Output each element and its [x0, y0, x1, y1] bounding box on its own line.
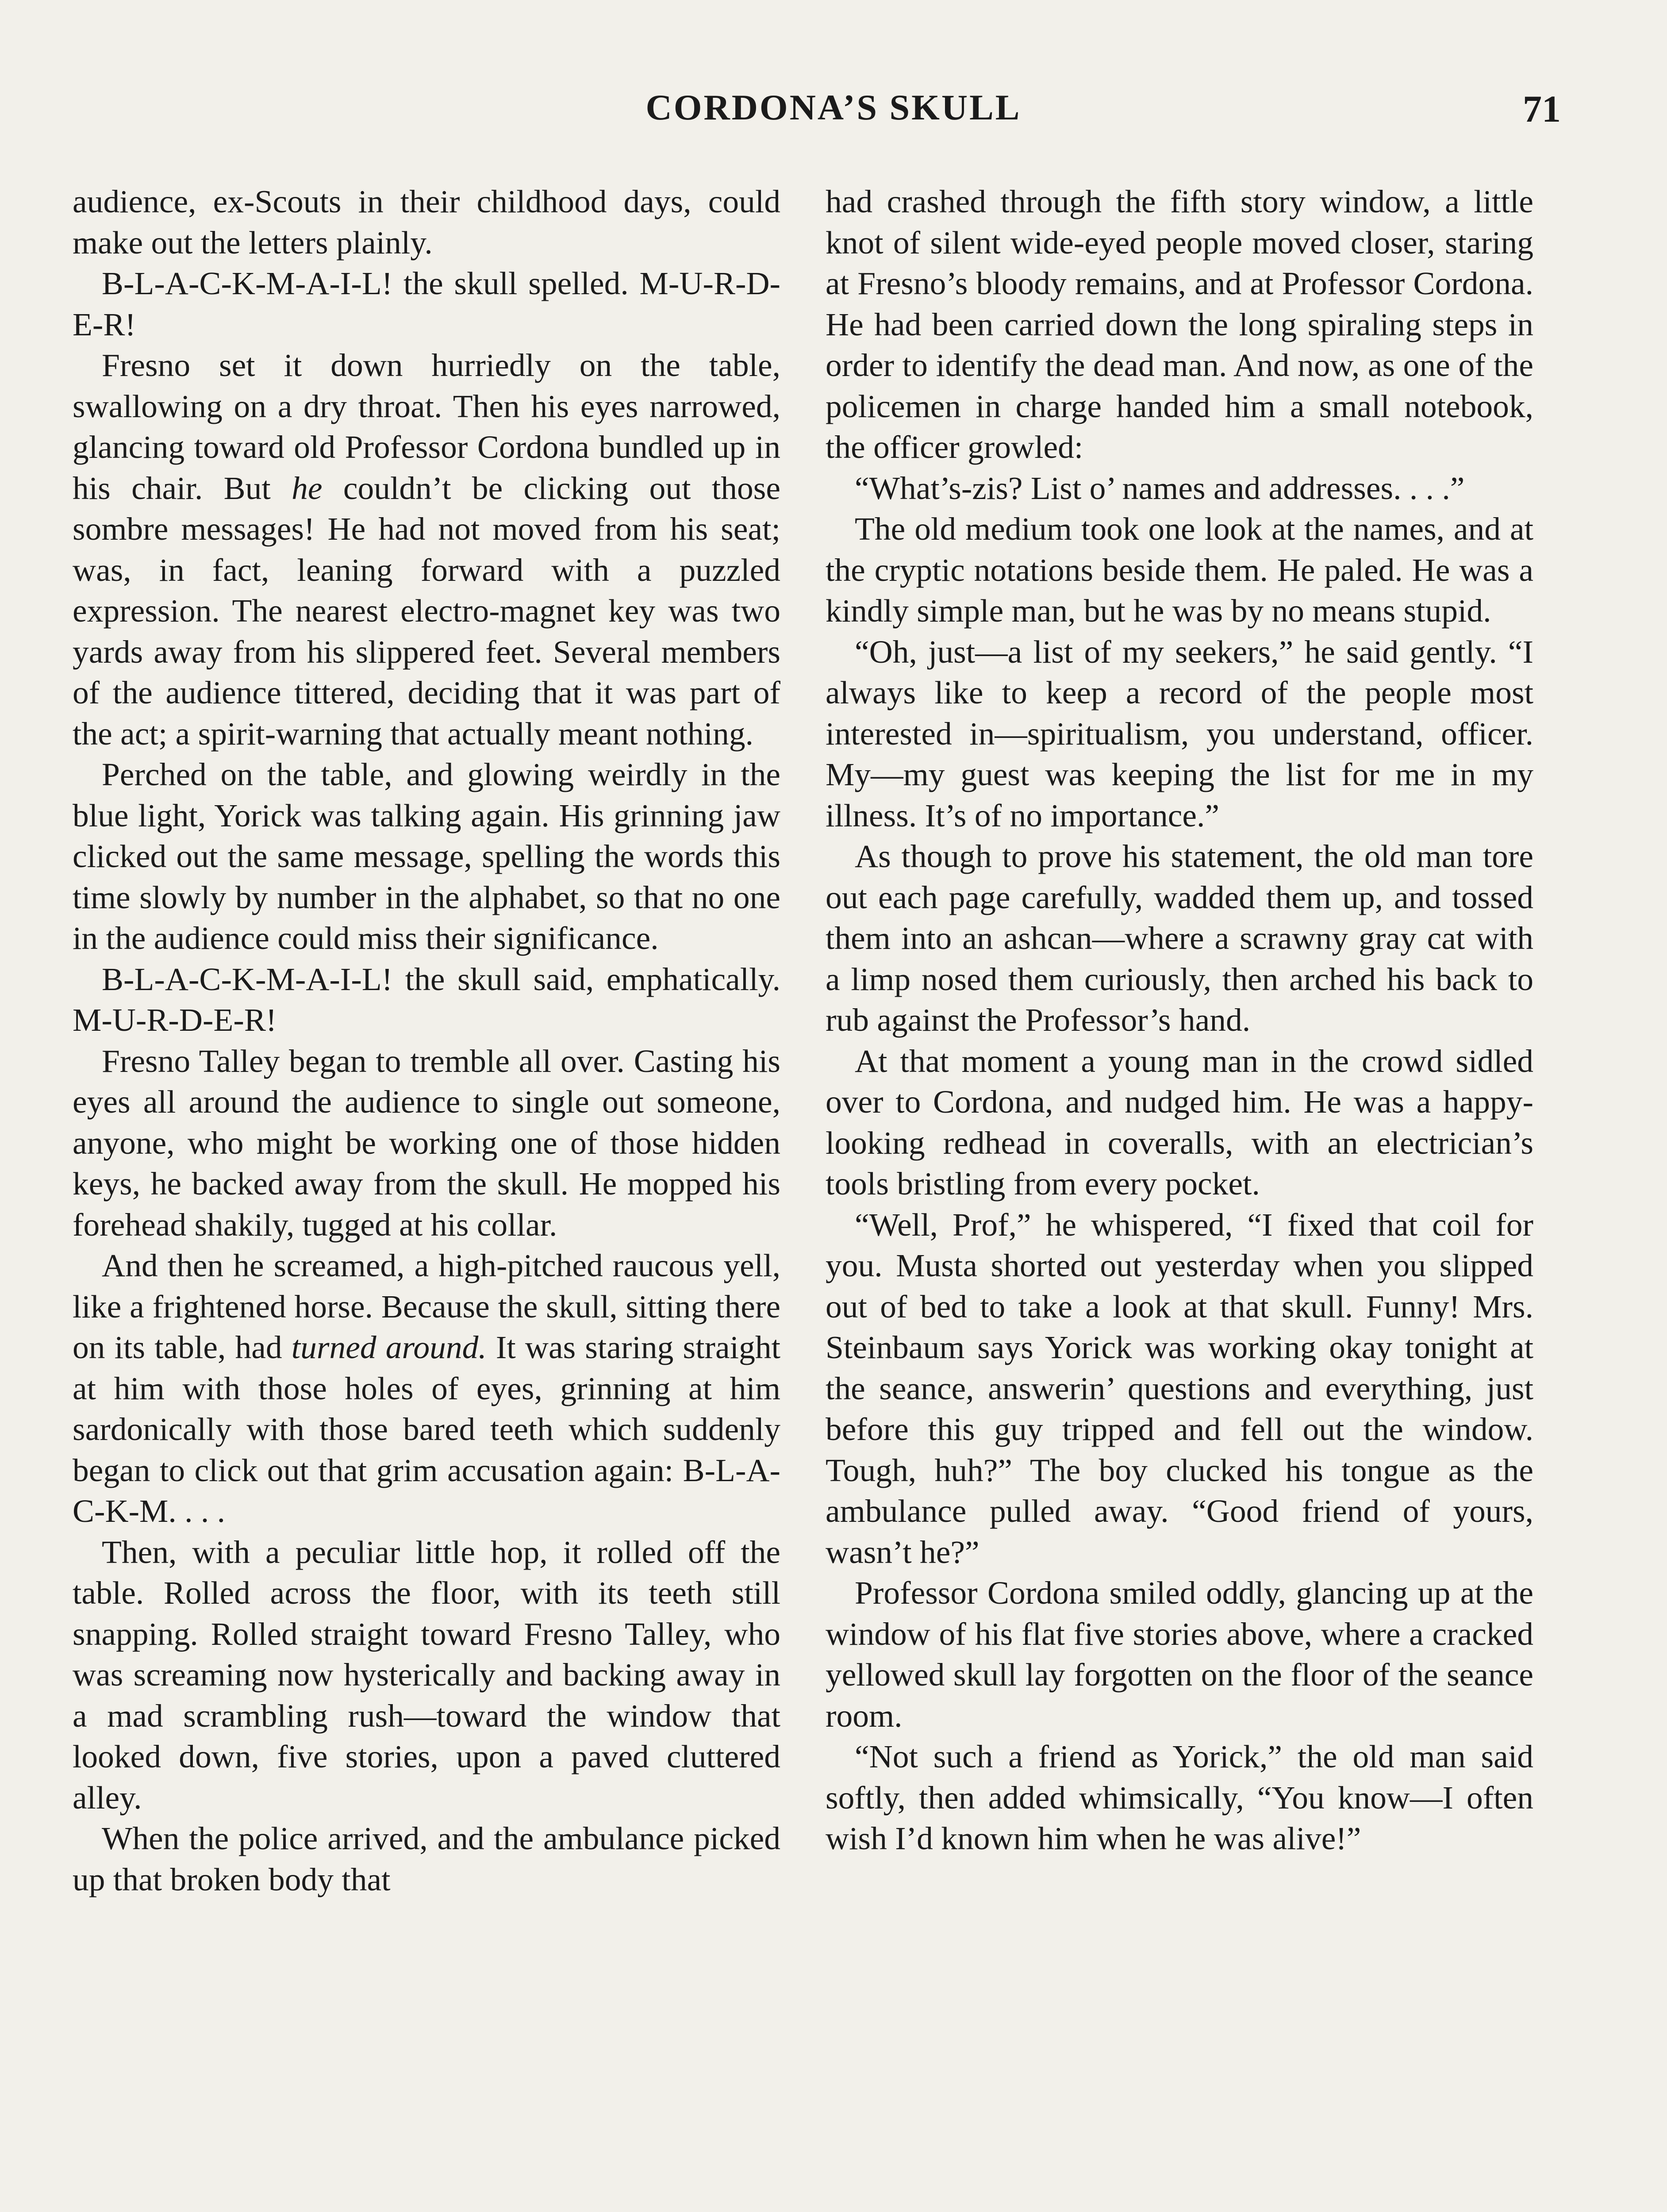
- left-column: [73, 181, 780, 1900]
- emphasis-text: he: [292, 470, 323, 506]
- right-column: [826, 181, 1533, 1859]
- paragraph: “Not such a friend as Yorick,” the old man said softly, then added whimsically, “You know—I often wish I’d known him when he was alive!”: [826, 1739, 1533, 1856]
- paragraph: [73, 345, 780, 754]
- paragraph-text: couldn’t be clicking out those sombre messages! He had not moved from his seat; was, in fact, leaning forward with a puzzled expression. The nearest electro-magnet key was two yards away from his slippered feet. Several members of the audience tittered, deciding that it was part of the act; a spirit-warning that actually meant nothing.: [73, 470, 780, 752]
- emphasis-text: turned around.: [291, 1329, 487, 1365]
- page-number: 71: [1523, 88, 1561, 130]
- paragraph: had crashed through the fifth story window, a little knot of silent wide-eyed people moved closer, staring at Fresno’s bloody remains, and at Professor Cordona. He had been carried down the long spiraling steps in order to identify the dead man. And now, as one of the policemen in charge handed him a small notebook, the officer growled:: [826, 184, 1533, 465]
- paragraph: As though to prove his statement, the old man tore out each page carefully, wadded them up, and tossed them into an ashcan—where a scrawny gray cat with a limp nosed them curiously, then arched his back to rub against the Professor’s hand.: [826, 838, 1533, 1038]
- paragraph-text: Fresno set it down hurriedly on the table, swallowing on a dry throat. Then his eyes narrowed, glancing toward old Professor Cordona bundled up in his chair. But: [73, 347, 780, 506]
- running-title: CORDONA’S SKULL: [645, 87, 1022, 127]
- paragraph: [73, 1245, 780, 1532]
- paragraph: Then, with a peculiar little hop, it rolled off the table. Rolled across the floor, with its teeth still snapping. Rolled straight toward Fresno Talley, who was screaming now hysterically and backing away in a mad scrambling rush—toward the window that looked down, five stories, upon a paved cluttered alley.: [73, 1534, 780, 1816]
- paragraph: Perched on the table, and glowing weirdly in the blue light, Yorick was talking again. His grinning jaw clicked out the same message, spelling the words this time slowly by number in the alphabet, so that no one in the audience could miss their significance.: [73, 757, 780, 956]
- paragraph: “Well, Prof,” he whispered, “I fixed that coil for you. Musta shorted out yesterday when you slipped out of bed to take a look at that skull. Funny! Mrs. Steinbaum says Yorick was working okay tonight at the seance, answerin’ questions and everything, just before this guy tripped and fell out the window. Tough, huh?” The boy clucked his tongue as the ambulance pulled away. “Good friend of yours, wasn’t he?”: [826, 1206, 1533, 1570]
- paragraph: B-L-A-C-K-M-A-I-L! the skull spelled. M-U-R-D-E-R!: [73, 265, 780, 342]
- paragraph: Professor Cordona smiled oddly, glancing up at the window of his flat five stories above, where a cracked yellowed skull lay forgotten on the floor of the seance room.: [826, 1575, 1533, 1734]
- paragraph: audience, ex-Scouts in their childhood days, could make out the letters plainly.: [73, 184, 780, 261]
- paragraph: B-L-A-C-K-M-A-I-L! the skull said, emphatically. M-U-R-D-E-R!: [73, 961, 780, 1038]
- paragraph-text: It was staring straight at him with those holes of eyes, grinning at him sardonically with those bared teeth which suddenly began to click out that grim accusation again: B-L-A-C-K-M. . . .: [73, 1329, 780, 1529]
- paragraph: The old medium took one look at the names, and at the cryptic notations beside them. He paled. He was a kindly simple man, but he was by no means stupid.: [826, 511, 1533, 629]
- paragraph: “What’s-zis? List o’ names and addresses. . . .”: [855, 470, 1465, 506]
- paragraph-text: And then he screamed, a high-pitched raucous yell, like a frightened horse. Because the skull, sitting there on its table, had: [73, 1248, 780, 1365]
- paragraph: “Oh, just—a list of my seekers,” he said gently. “I always like to keep a record of the people most interested in—spiritualism, you understand, officer. My—my guest was keeping the list for me in my illness. It’s of no importance.”: [826, 634, 1533, 833]
- paragraph: At that moment a young man in the crowd sidled over to Cordona, and nudged him. He was a happy-looking redhead in coveralls, with an electrician’s tools bristling from every pocket.: [826, 1043, 1533, 1202]
- paragraph: Fresno Talley began to tremble all over. Casting his eyes all around the audience to single out someone, anyone, who might be working one of those hidden keys, he backed away from the skull. He mopped his forehead shakily, tugged at his collar.: [73, 1043, 780, 1243]
- paragraph: When the police arrived, and the ambulance picked up that broken body that: [73, 1820, 780, 1897]
